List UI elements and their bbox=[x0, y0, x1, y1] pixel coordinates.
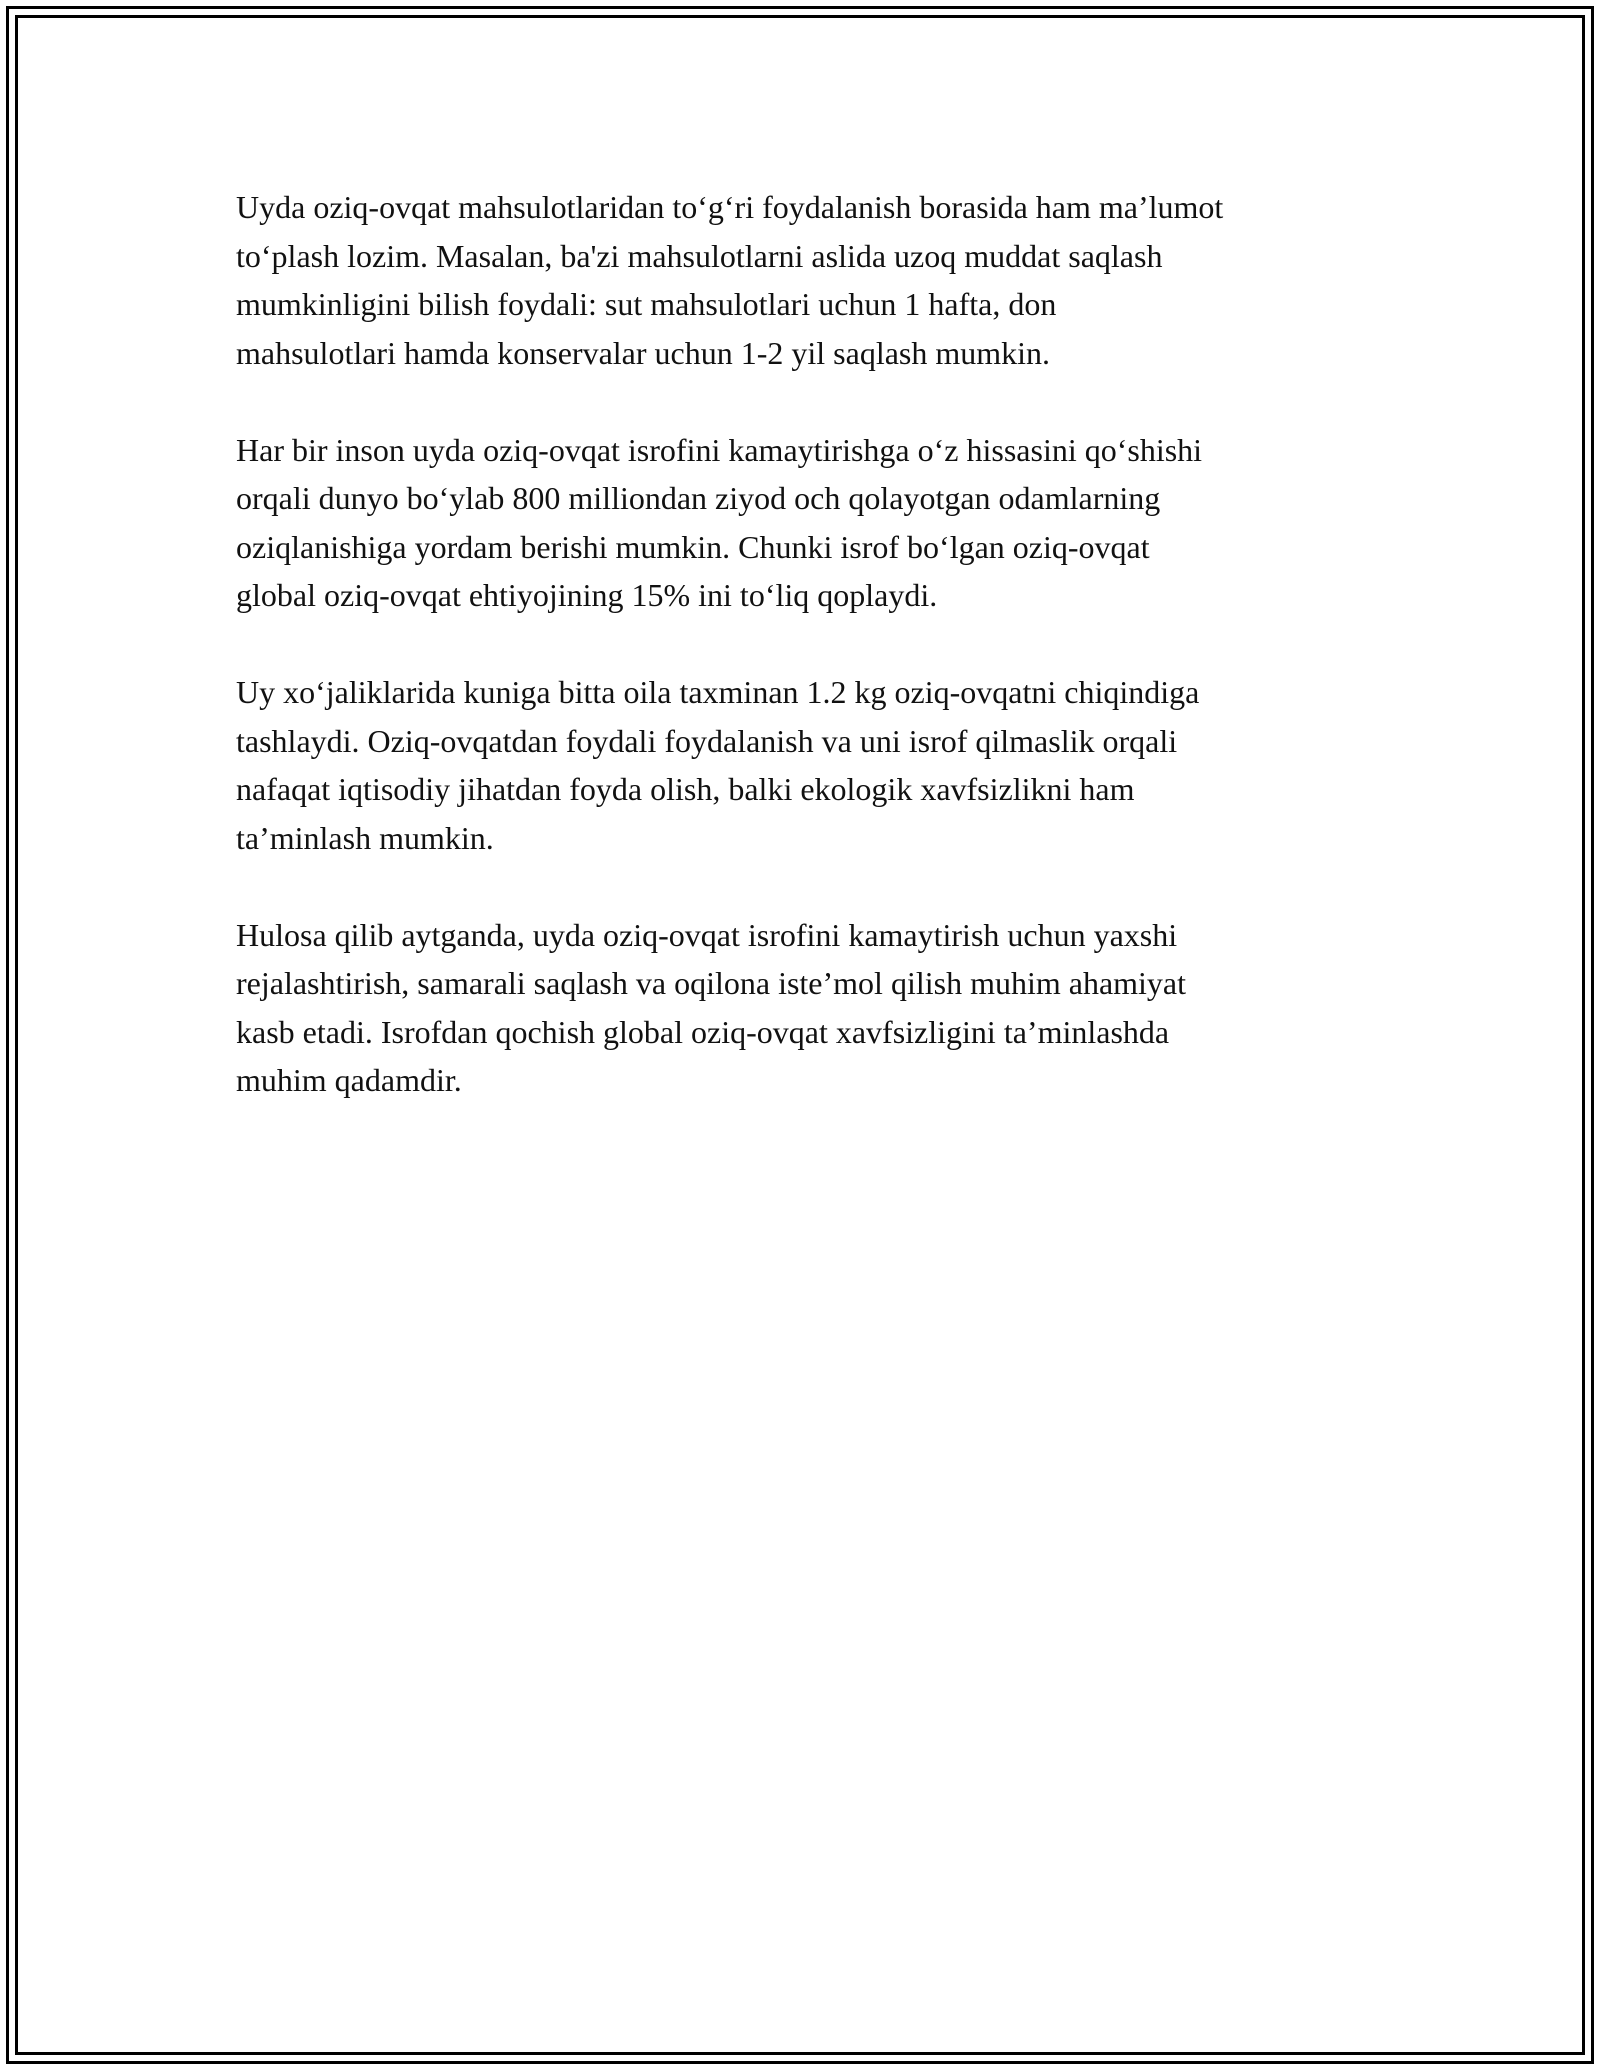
paragraph-food-usage: Uyda oziq-ovqat mahsulotlaridan to‘g‘ri foydalanish borasida ham ma’lumot to‘plash lozim. Masalan, ba'zi mahsulotlarni aslida uzoq muddat saqlash mumkinligini bilish foydali: sut mahsulotlari uchun 1 hafta, don mahsulotlari hamda konservalar uchun 1-2 yil saqlash mumkin. bbox=[236, 189, 1224, 371]
paragraph-household-waste: Uy xo‘jaliklarida kuniga bitta oila taxminan 1.2 kg oziq-ovqatni chiqindiga tashlaydi. Oziq-ovqatdan foydali foydalanish va uni isrof qilmaslik orqali nafaqat iqtisodiy jihatdan foyda olish, balki ekologik xavfsizlikni ham ta’minlash mumkin. bbox=[236, 674, 1200, 856]
paragraph-conclusion: Hulosa qilib aytganda, uyda oziq-ovqat isrofini kamaytirish uchun yaxshi rejalashtirish, samarali saqlash va oqilona iste’mol qilish muhim ahamiyat kasb etadi. Isrofdan qochish global oziq-ovqat xavfsizligini ta’minlashda muhim qadamdir. bbox=[236, 916, 1187, 1098]
document-body bbox=[236, 183, 1386, 1153]
paragraph-hunger-contribution: Har bir inson uyda oziq-ovqat isrofini kamaytirishga o‘z hissasini qo‘shishi orqali dunyo bo‘ylab 800 milliondan ziyod och qolayotgan odamlarning oziqlanishiga yordam berishi mumkin. Chunki isrof bo‘lgan oziq-ovqat global oziq-ovqat ehtiyojining 15% ini to‘liq qoplaydi. bbox=[236, 431, 1203, 613]
